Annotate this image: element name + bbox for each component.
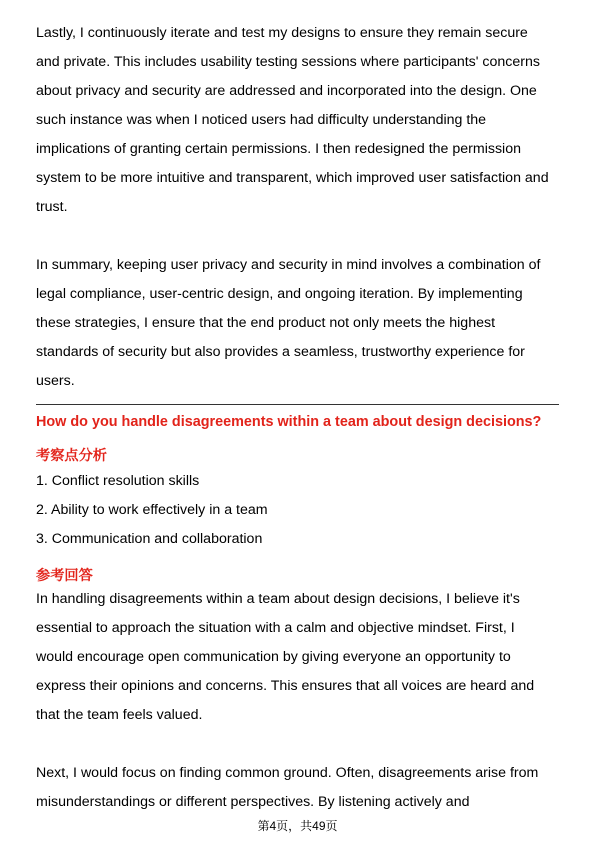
text-line: In summary, keeping user privacy and security in mind involves a combination of (36, 257, 541, 273)
text-line: trust. (36, 199, 68, 215)
text-line: misunderstandings or different perspectives. By listening actively and (36, 794, 470, 810)
text-line: would encourage open communication by giving everyone an opportunity to (36, 649, 511, 665)
section-divider (36, 404, 559, 405)
text-line: implications of granting certain permissions. I then redesigned the permission (36, 141, 521, 157)
text-line: legal compliance, user-centric design, and ongoing iteration. By implementing (36, 286, 523, 302)
text-line: standards of security but also provides a seamless, trustworthy experience for (36, 344, 525, 360)
text-line: about privacy and security are addressed and incorporated into the design. One (36, 83, 537, 99)
analysis-item: 1. Conflict resolution skills (36, 473, 200, 489)
text-line: Next, I would focus on finding common ground. Often, disagreements arise from (36, 765, 539, 781)
text-line: express their opinions and concerns. This ensures that all voices are heard and (36, 678, 535, 694)
text-line: that the team feels valued. (36, 707, 203, 723)
text-line: and private. This includes usability testing sessions where participants' concerns (36, 54, 540, 70)
paragraph-answer (36, 585, 562, 730)
page-footer: 第4页，共49页 (257, 819, 338, 833)
text-line: these strategies, I ensure that the end product not only meets the highest (36, 315, 496, 331)
text-line: essential to approach the situation with a calm and objective mindset. First, I (36, 620, 515, 636)
text-line: In handling disagreements within a team about design decisions, I believe it's (36, 591, 520, 607)
text-line: Lastly, I continuously iterate and test my designs to ensure they remain secure (36, 25, 528, 41)
analysis-label: 考察点分析 (36, 448, 107, 464)
text-line: such instance was when I noticed users had difficulty understanding the (36, 112, 487, 128)
text-line: users. (36, 373, 75, 389)
paragraph-common-ground (36, 759, 562, 817)
question-heading: How do you handle disagreements within a team about design decisions? (36, 414, 542, 430)
answer-label: 参考回答 (36, 568, 93, 584)
analysis-item: 3. Communication and collaboration (36, 531, 263, 547)
paragraph-summary (36, 251, 562, 396)
text-line: system to be more intuitive and transparent, which improved user satisfaction and (36, 170, 549, 186)
analysis-item: 2. Ability to work effectively in a team (36, 502, 268, 518)
paragraph-iteration (36, 19, 562, 222)
